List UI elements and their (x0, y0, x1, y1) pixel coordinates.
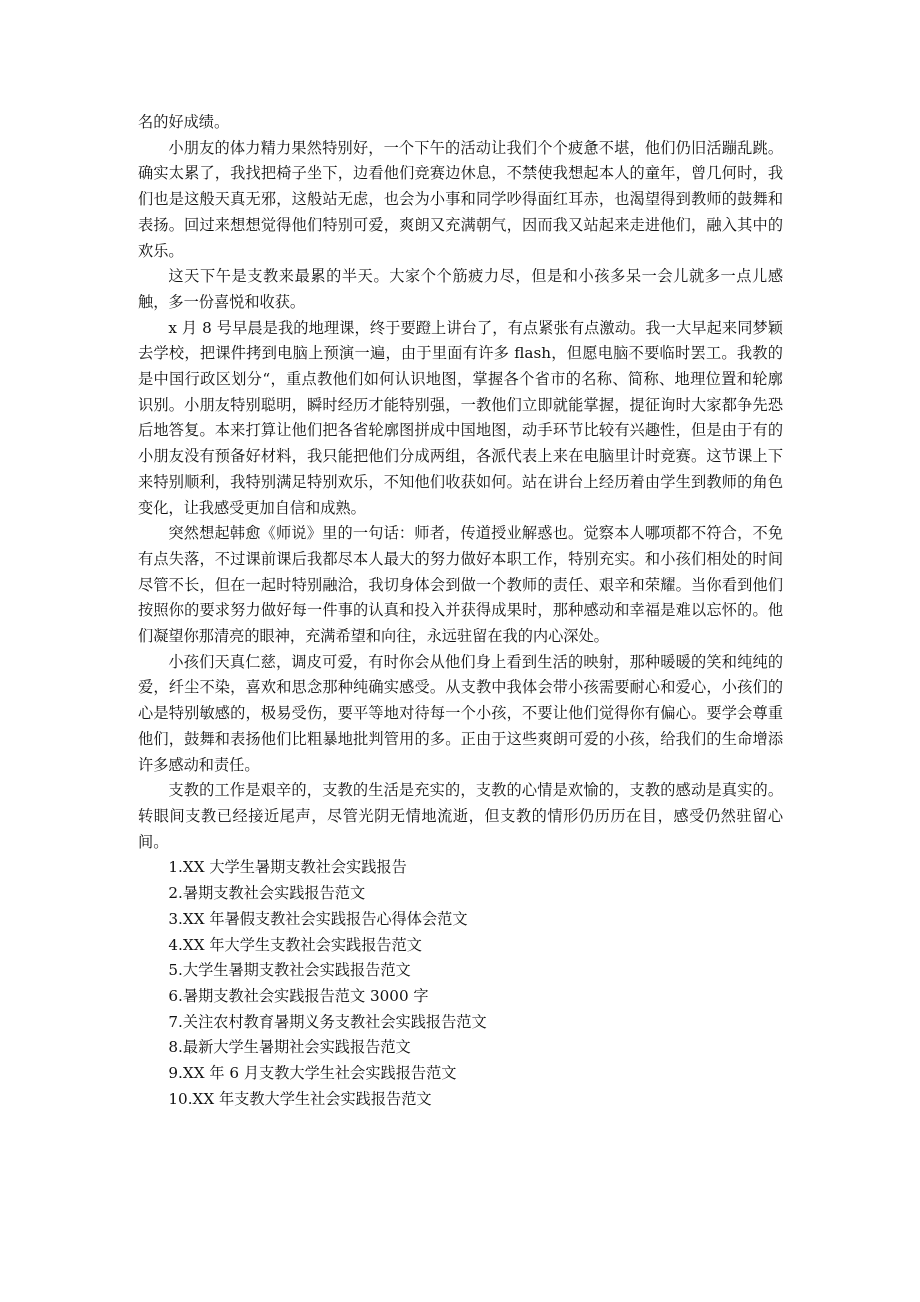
paragraph-tiring-afternoon: 这天下午是支教来最累的半天。大家个个筋疲力尽，但是和小孩多呆一会儿就多一点儿感触，多一份喜悦和收获。 (138, 267, 783, 311)
related-article-link[interactable]: 7.关注农村教育暑期义务支教社会实践报告范文 (168, 1012, 487, 1031)
related-articles-list (138, 855, 783, 1112)
paragraph-shi-shuo: 突然想起韩愈《师说》里的一句话：师者，传道授业解惑也。觉察本人哪项都不符合，不免有点失落，不过课前课后我都尽本人最大的努力做好本职工作，特别充实。和小孩们相处的时间尽管不长，但在一起时特别融洽，我切身体会到做一个教师的责任、艰辛和荣耀。当你看到他们按照你的要求努力做好每一件事的认真和投入并获得成果时，那种感动和幸福是难以忘怀的。他们凝望你那清亮的眼神，充满希望和向往，永远驻留在我的内心深处。 (138, 524, 783, 646)
paragraph-conclusion: 支教的工作是艰辛的，支教的生活是充实的，支教的心情是欢愉的，支教的感动是真实的。转眼间支教已经接近尾声，尽管光阴无情地流逝，但支教的情形仍历历在目，感受仍然驻留心间。 (138, 781, 783, 851)
related-article-link[interactable]: 9.XX 年 6 月支教大学生社会实践报告范文 (168, 1064, 457, 1083)
paragraph-children-innocent: 小孩们天真仁慈，调皮可爱，有时你会从他们身上看到生活的映射，那种暖暖的笑和纯纯的爱，纤尘不染，喜欢和思念那种纯确实感受。从支教中我体会带小孩需要耐心和爱心，小孩们的心是特别敏感的，极易受伤，要平等地对待每一个小孩，不要让他们觉得你有偏心。要学会尊重他们，鼓舞和表扬他们比粗暴地批判管用的多。正由于这些爽朗可爱的小孩，给我们的生命增添许多感动和责任。 (138, 652, 783, 774)
related-article-link[interactable]: 2.暑期支教社会实践报告范文 (168, 884, 366, 903)
related-article-link[interactable]: 6.暑期支教社会实践报告范文 3000 字 (168, 986, 429, 1005)
paragraph-children-energy: 小朋友的体力精力果然特别好，一个下午的活动让我们个个疲惫不堪，他们仍旧活蹦乱跳。确实太累了，我找把椅子坐下，边看他们竞赛边休息，不禁使我想起本人的童年，曾几何时，我们也是这般天真无邪，这般站无虑，也会为小事和同学吵得面红耳赤，也渴望得到教师的鼓舞和表扬。回过来想想觉得他们特别可爱，爽朗又充满朝气，因而我又站起来走进他们，融入其中的欢乐。 (138, 138, 783, 260)
related-article-link[interactable]: 4.XX 年大学生支教社会实践报告范文 (168, 935, 422, 954)
related-article-link[interactable]: 1.XX 大学生暑期支教社会实践报告 (168, 858, 407, 877)
related-article-link[interactable]: 8.最新大学生暑期社会实践报告范文 (168, 1038, 411, 1057)
document-page (138, 110, 783, 1112)
related-article-link[interactable]: 5.大学生暑期支教社会实践报告范文 (168, 961, 411, 980)
related-article-link[interactable]: 3.XX 年暑假支教社会实践报告心得体会范文 (168, 909, 468, 928)
related-article-link[interactable]: 10.XX 年支教大学生社会实践报告范文 (168, 1089, 432, 1108)
paragraph-continuation: 名的好成绩。 (138, 113, 230, 131)
paragraph-geography-lesson: x 月 8 号早晨是我的地理课，终于要蹬上讲台了，有点紧张有点激动。我一大早起来同梦颖去学校，把课件拷到电脑上预演一遍，由于里面有许多 flash，但愿电脑不要临时罢工。我教的是中国行政区划分“，重点教他们如何认识地图，掌握各个省市的名称、简称、地理位置和轮廓识别。小朋友特别聪明，瞬时经历才能特别强，一教他们立即就能掌握，提征询时大家都争先恐后地答复。本来打算让他们把各省轮廓图拼成中国地图，动手环节比较有兴趣性，但是由于有的小朋友没有预备好材料，我只能把他们分成两组，各派代表上来在电脑里计时竞赛。这节课上下来特别顺利，我特别满足特别欢乐，不知他们收获如何。站在讲台上经历着由学生到教师的角色变化，让我感受更加自信和成熟。 (138, 318, 783, 517)
